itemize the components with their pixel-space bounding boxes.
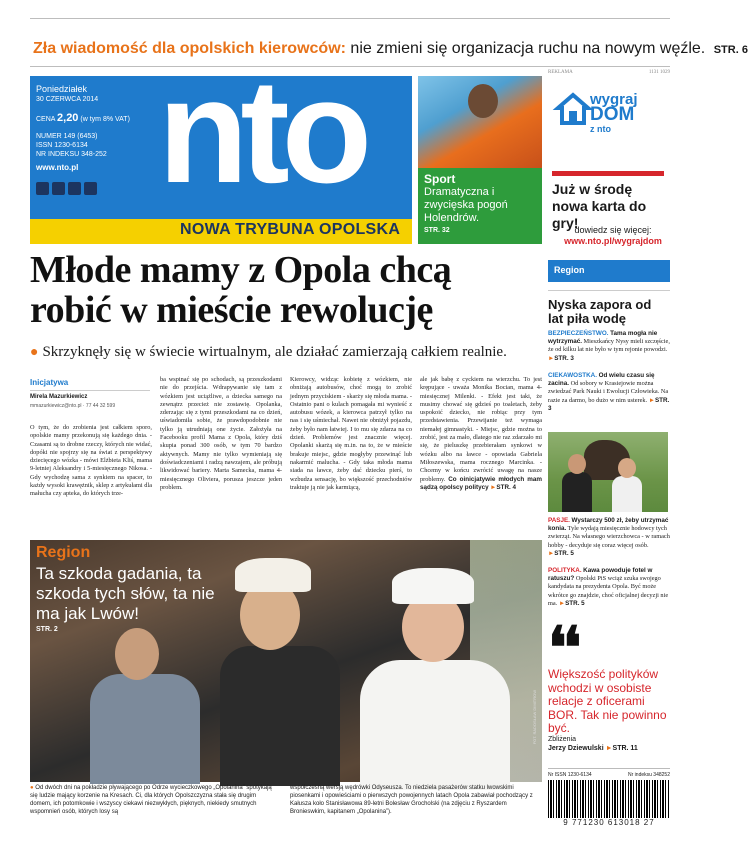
pull-quote-attribution [548, 735, 670, 753]
price-line [36, 114, 156, 124]
arrow-icon: ► [558, 599, 566, 607]
photo-person-2 [360, 660, 510, 790]
photo-credit: FOT. RADOSŁAW DIMITROW [532, 690, 537, 745]
photo-person-1 [220, 646, 340, 786]
issn-line [548, 772, 670, 778]
region-rule [548, 290, 670, 291]
website[interactable]: www.nto.pl [36, 163, 79, 172]
newspaper-name: NOWA TRYBUNA OPOLSKA [180, 221, 401, 238]
article-column-4-text: ale jak babę z cyckiem na wierzchu. To jest krępujące - uważa Monika Bocian, mama 4-miesięcznej Milenki. - Efekt jest taki, że musimy chować się gdzieś po toaletach, żeby uspokoić dziecko, nie robiąc przy tym przedstawienia. Przewijanie też wymaga niemałej gimnastyki. - Miejsc, gdzie można to zrobić, jest za mało, dlatego nie raz zdarzało mi się, że pieluszkę przebierałam synkowi w wózku albo na ławce - opowiada Gabriela Miłoszewska, mama rocznego Marcinka. - Chcemy w końcu zwrócić uwagę na nasze problemy. [420, 376, 542, 483]
author-contact[interactable]: mmazurkiewicz@nto.pl · 77 44 32 599 [30, 403, 116, 409]
sport-text: Dramatyczna i zwycięska pogoń Holendrów. [424, 186, 508, 224]
main-photo[interactable] [30, 540, 542, 782]
teaser-lead: Kawa powoduje fotel w ratuszu? [548, 567, 653, 583]
photo-caption-2: współczesną wersją wędrówki Odyseusza. To niedziela pasażerów statku lwowskimi piosenkami i opowieściami o pierwszych powojennych latach Opola zabawiał pochodzący z Kałusza koło Stanisławowa 89-letni Bolesław Grocholski (na zdjęciu z Ryszardem Bronieswkim, kapitanem „Opolanina”). [290, 785, 533, 815]
issue-day: Poniedziałek [36, 84, 88, 94]
house-icon [556, 92, 590, 126]
bottom-rule [548, 768, 670, 769]
arrow-icon: ► [605, 745, 613, 752]
photo-cap-2 [392, 568, 474, 604]
barcode-number: 9 771230 613018 27 [548, 818, 670, 828]
photo-caption-1 [30, 784, 278, 816]
issn-left: Nr ISSN 1230-6134 [548, 772, 592, 778]
price-vat: (w tym 8% VAT) [80, 116, 130, 123]
facebook-icon[interactable] [36, 182, 49, 195]
top-teaser-text: nie zmieni się organizacja ruchu na nowym węźle. [345, 40, 706, 57]
article-more-link[interactable]: Co oinicjatywie młodych mam sądzą opolscy politycy [420, 475, 542, 491]
article-column-4 [420, 376, 542, 492]
teaser-text: Od sobory w Krasiejowie można zwiedzać Park Nauki i Ewolucji Człowieka. Na razie za darmo, bo dużo w nim usterek. [548, 380, 669, 404]
promo-logo-main: DOM [590, 104, 635, 125]
bullet-icon: ● [30, 785, 36, 791]
ad-code: 1131 1029 [648, 70, 670, 75]
teaser-lead: Tama mogła nie wytrzymać. [548, 330, 658, 346]
article-column-1: O tym, że do zrobienia jest całkiem sporo, opolskie mamy przekonują się każdego dnia. - Czasami są to drobne rzeczy, których nie widać, dopóki nie spojrzy się na świat z perspektywy dziecięcego wózka - mówi Elżbieta Kliś, mama 9-letniej Aleksandry i 5-miesięcznego Nikosa. - Gdy wychodzę sama z synkiem na spacer, to każdy wysoki krawężnik, sklep z artykułami dla małucha czy apteka, do których trze- [30, 424, 152, 498]
issue-number: NUMER 149 (6453) [36, 133, 98, 140]
teaser-page: STR. 3 [554, 354, 574, 362]
teaser-lead: Od wielu czasu się zacina. [548, 372, 655, 388]
top-teaser-highlight: Zła wiadomość dla opolskich kierowców: [33, 40, 346, 57]
promo-red-bar [552, 171, 664, 176]
promo-logo-top: wygraj [590, 91, 638, 108]
top-teaser-page: STR. 6 [713, 44, 748, 56]
teaser-page: STR. 5 [554, 549, 574, 557]
sport-heading: Sport [424, 172, 456, 186]
nto-logo: nto [158, 49, 365, 214]
pull-quote-section: Zbliżenia [548, 736, 577, 743]
teaser-lead: Wystarczy 500 zł, żeby utrzymać konia. [548, 517, 669, 533]
bullet-icon: ● [30, 345, 39, 360]
photo-caption-1-text: Od dwóch dni na pokładzie pływającego po Odrze wycieczkowego „Opolanina” spotykają się ludzie mający korzenie na Kresach. Ci, dla których Opolszczyzna stała się drugim domem, ich potomkowie i wszyscy ciekawi niezwykłych, pięknych, niekiedy smutnych wspomnień osób, których losy są [30, 785, 272, 815]
teaser-kicker: CIEKAWOSTKA. [548, 372, 597, 379]
pull-quote-name: Jerzy Dziewulski [548, 745, 604, 752]
issue-date: 30 CZERWCA 2014 [36, 96, 99, 103]
article-column-3: Kierowcy, widząc kobietę z wózkiem, nie obniżają autobusów, choć mogą to zrobić jednym przyciskiem - skarży się młoda mama. - Ostatnio pani o kulach pomagała mi wynieść z autobusu wózek, a kierowca patrzył tylko na nas i się uśmiechał. Nawet nie obniżył pojazdu, żeby było nam łatwiej. I to mu się zdarza na co dzień. Problemów jest znacznie więcej. Opolanki skarżą się m.in. na to, że w mieście brakuje miejsc, gdzie mogłyby przewinąć lub nakarmić malucha. - Gdy taka młoda mama siada na ławce, żeby dać dziecku pierś, to wzbudza sensację, bo większość przechodniów traktuje ją nie jak karmiącą, [290, 376, 412, 491]
article-more-page[interactable]: STR. 4 [496, 483, 517, 491]
teaser-text: Mieszkańcy Nysy mieli szczęście, że od kilku lat nie było w tym rejonie powodzi. [548, 338, 670, 354]
photo-face-3 [115, 628, 159, 680]
price-label: CENA [36, 116, 56, 123]
arrow-icon: ► [548, 549, 555, 557]
photo-cap-1 [235, 558, 311, 592]
photo-person-a [562, 472, 592, 512]
teaser-kicker: POLITYKA. [548, 567, 582, 574]
photo-page[interactable]: STR. 2 [36, 626, 58, 633]
arrow-icon: ► [490, 483, 497, 491]
teaser-kicker: PASJE. [548, 517, 570, 524]
ad-label: REKLAMA [548, 70, 573, 75]
horse-photo[interactable] [548, 432, 668, 512]
masthead-info [36, 84, 156, 198]
youtube-icon[interactable] [68, 182, 81, 195]
arrow-icon: ► [648, 396, 655, 404]
teaser-page: STR. 3 [548, 396, 670, 412]
kicker-rule [30, 390, 150, 391]
promo-more-label: dowiedz się więcej: [574, 225, 652, 235]
promo-headline-text: Już w środę nowa karta do gry! [552, 181, 647, 231]
teaser-kicker: BEZPIECZEŃSTWO. [548, 330, 609, 337]
author-name: Mirela Mazurkiewicz [30, 394, 88, 400]
quote-marks-icon: ❛❛ [548, 614, 578, 682]
masthead [30, 49, 412, 244]
top-rule [30, 18, 670, 19]
pull-quote-page[interactable]: STR. 11 [612, 745, 638, 752]
teaser-safety[interactable] [548, 330, 670, 363]
twitter-icon[interactable] [52, 182, 65, 195]
issn: ISSN 1230-6134 [36, 142, 88, 149]
arrow-icon: ► [548, 354, 555, 362]
sport-page: STR. 32 [424, 227, 450, 234]
region-label: Region [554, 265, 585, 275]
photo-person-b [612, 476, 642, 512]
issn-right: Nr indeksu 348252 [628, 772, 670, 778]
lead-headline[interactable]: Młode mamy z Opola chcą robić w mieście rewolucję [30, 249, 452, 331]
teaser-text: Tyle wydają miesięcznie hodowcy tych zwierząt. Na własnego wierzchowca - w ramach hobby - decyduje się coraz więcej osób. [548, 525, 670, 549]
sport-photo[interactable] [418, 76, 542, 168]
pull-quote[interactable]: Większość polityków wchodzi w osobiste relacje z oficerami BOR. Tak nie powinno być. [548, 667, 667, 735]
promo-small-print [548, 70, 670, 75]
section-kicker: Inicjatywa [30, 378, 69, 387]
teaser-curiosity[interactable] [548, 372, 670, 413]
index-number: NR INDEKSU 348-252 [36, 151, 107, 158]
lead-subheadline [30, 344, 550, 361]
price-value: 2,20 [57, 112, 79, 124]
teaser-page: STR. 5 [565, 599, 585, 607]
photo-person-3 [90, 674, 200, 784]
teaser-text: Opolski PiS wciąż szuka swojego kandydata na prezydenta Opola. Być może wkrótce go znajdzie, choć oficjalnej decyzji nie ma. [548, 575, 669, 607]
teaser-hobby[interactable] [548, 517, 670, 558]
wygraj-dom-logo[interactable] [590, 92, 638, 137]
football-player-image [468, 84, 498, 118]
mobile-icon[interactable] [84, 182, 97, 195]
lead-subheadline-text: Skrzyknęły się w świecie wirtualnym, ale działać zamierzają całkiem realnie. [42, 344, 507, 360]
sport-teaser[interactable] [418, 168, 542, 244]
photo-region-label: Region [36, 544, 91, 561]
promo-logo-sub: z nto [590, 124, 611, 134]
article-column-2: ba wspinać się po schodach, są przeszkodami nie do przejścia. Wdrapywanie się tam z wózkiem jest uciążliwe, a dziecka samego na zewnątrz przecież nie zostawię. Opolanka, zderzając się z tymi przeszkodami na co dzień, uświadomiła sobie, że prawdopodobnie nie tylko ją utrudniają one życie. Założyła na Facebooku profil Mama z Opola, który dziś skupia ponad 300 osób, w tym 70 bardzo aktywnych. Mamy nie tylko wymieniają się doświadczeniami i radzą nawzajem, ale próbują likwidować bariery. Marta Samecka, mama 4-miesięcznego Oliviera, porusza jeszcze jeden problem. [160, 376, 282, 491]
region-headline[interactable]: Nyska zapora od lat piła wodę [548, 297, 652, 326]
photo-face-a [568, 454, 586, 474]
promo-more-link[interactable]: www.nto.pl/wygrajdom [564, 236, 662, 246]
teaser-politics[interactable] [548, 567, 670, 608]
photo-face-b [618, 458, 636, 478]
social-icons [36, 182, 156, 198]
photo-quote[interactable]: Ta szkoda gadania, ta szkoda tych słów, ta nie ma jak Lwów! [36, 564, 215, 623]
promo-more[interactable] [556, 225, 670, 247]
